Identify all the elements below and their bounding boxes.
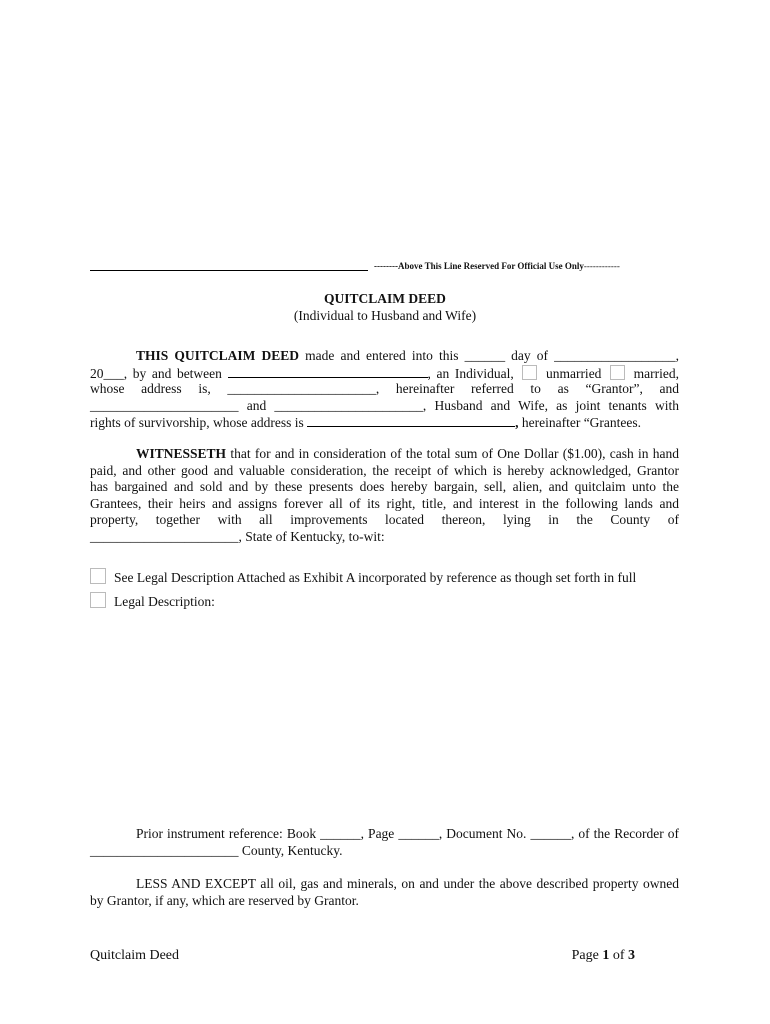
less-and-except-paragraph	[90, 876, 679, 909]
witnesseth-paragraph	[90, 446, 679, 545]
official-use-header	[90, 258, 680, 274]
less-row-2: by Grantor, if any, which are reserved by Grantor.	[90, 892, 359, 908]
grantees-address-field[interactable]	[307, 414, 515, 427]
intro-paragraph	[90, 348, 679, 431]
legal-description-checkbox[interactable]	[90, 592, 106, 608]
witness-row-5: property, together with all improvements located thereon, lying in the County of	[90, 512, 679, 527]
intro-row-4: ______________________ and ______________________, Husband and Wife, as joint tenants with	[90, 397, 679, 413]
reserved-rule	[90, 270, 368, 271]
witness-row-1: WITNESSETH that for and in consideration of the total sum of One Dollar ($1.00), cash in hand	[136, 446, 680, 461]
document-title: QUITCLAIM DEED	[324, 291, 446, 306]
footer-page-number: Page 1 of 3	[571, 948, 635, 963]
document-subtitle: (Individual to Husband and Wife)	[293, 308, 477, 323]
intro-row-3: whose address is, ______________________, hereinafter referred to as “Grantor”, and	[90, 381, 679, 396]
witness-row-3: has bargained and sold and by these presents does hereby bargain, sell, alien, and quitclaim unto the	[90, 479, 679, 494]
exhibit-option: See Legal Description Attached as Exhibit A incorporated by reference as though set forth in full	[90, 568, 636, 586]
prior-instrument-paragraph	[90, 826, 679, 859]
exhibit-checkbox[interactable]	[90, 568, 106, 584]
witness-row-2: paid, and other good and valuable consideration, the receipt of which is hereby acknowledged, Grantor	[90, 462, 679, 478]
intro-row-5: rights of survivorship, whose address is , hereinafter “Grantees.	[90, 415, 642, 430]
witness-row-4: Grantees, their heirs and assigns forever all of its right, title, and interest in the following lands and	[90, 495, 679, 511]
reserved-label: --------Above This Line Reserved For Official Use Only------------	[374, 261, 620, 271]
legal-description-option: Legal Description:	[90, 592, 215, 610]
prior-row-2: ______________________ County, Kentucky.	[90, 842, 343, 858]
married-checkbox[interactable]	[610, 365, 625, 380]
unmarried-checkbox[interactable]	[522, 365, 537, 380]
footer-document-name: Quitclaim Deed	[90, 948, 180, 963]
witness-row-6: ______________________, State of Kentucky, to-wit:	[90, 528, 385, 544]
prior-row-1: Prior instrument reference: Book ______, Page ______, Document No. ______, of the Recorder of	[136, 826, 679, 841]
intro-row-2: 20___, by and between , an Individual, unmarried married,	[90, 365, 680, 381]
less-row-1: LESS AND EXCEPT all oil, gas and minerals, on and under the above described property owned	[136, 876, 679, 891]
grantor-name-field[interactable]	[228, 365, 428, 378]
intro-row-1: THIS QUITCLAIM DEED made and entered into this ______ day of __________________,	[136, 348, 680, 363]
